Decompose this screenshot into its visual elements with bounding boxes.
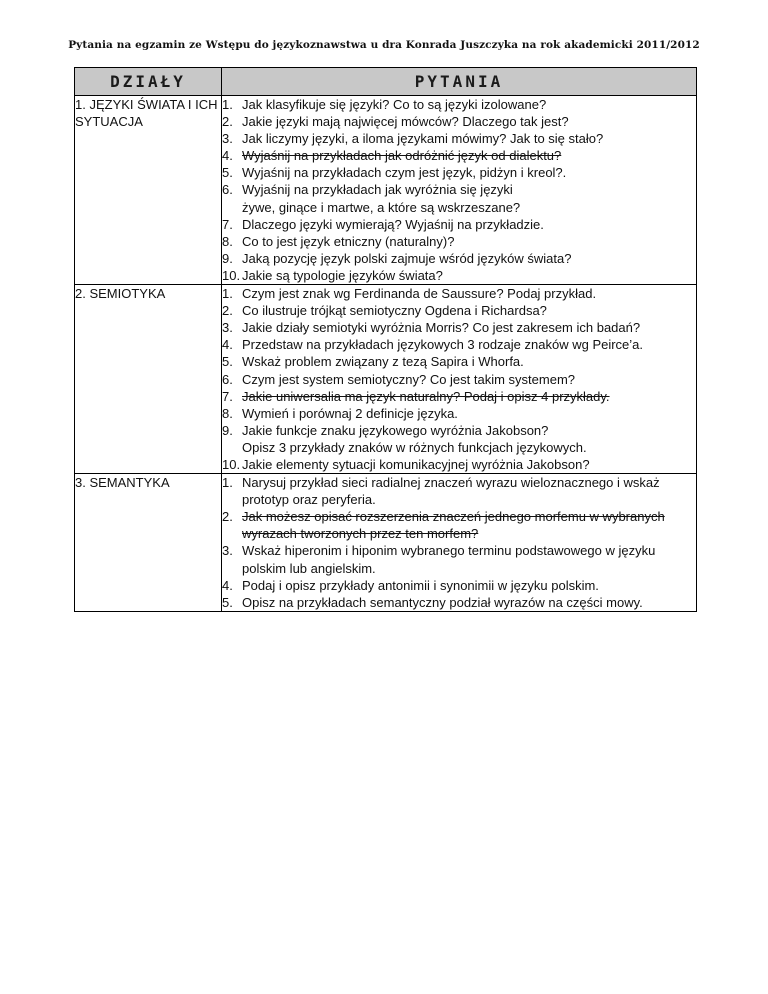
question-number: 1. xyxy=(222,286,233,302)
question-item xyxy=(222,422,696,456)
question-text xyxy=(242,577,696,594)
question-text-line: Jakie funkcje znaku językowego wyróżnia Jakobson? xyxy=(242,422,549,438)
question-item xyxy=(222,216,696,233)
question-number: 4. xyxy=(222,148,233,164)
question-item xyxy=(222,181,696,215)
question-item xyxy=(222,113,696,130)
question-number: 9. xyxy=(222,250,233,266)
question-text-line: Jakie działy semiotyki wyróżnia Morris? Co jest zakresem ich badań? xyxy=(242,320,641,336)
question-text xyxy=(242,474,696,508)
question-number: 8. xyxy=(222,233,233,249)
question-text-struck xyxy=(242,508,696,542)
question-text xyxy=(242,233,696,250)
question-text xyxy=(242,96,696,113)
question-item xyxy=(222,96,696,113)
question-text-continuation: żywe, ginące i martwe, a które są wskrzeszane? xyxy=(242,199,521,215)
question-number: 2. xyxy=(222,303,233,319)
question-number: 6. xyxy=(222,371,233,387)
question-text xyxy=(242,353,696,370)
question-text-line: Przedstaw na przykładach językowych 3 rodzaje znaków wg Peirce’a. xyxy=(242,337,644,353)
question-number: 7. xyxy=(222,216,233,232)
question-text xyxy=(242,422,696,456)
question-text-line: Wskaż hiperonim i hiponim wybranego terminu podstawowego w języku polskim lub angielskim. xyxy=(242,543,656,576)
question-item xyxy=(222,456,696,473)
question-item xyxy=(222,302,696,319)
question-text xyxy=(242,319,696,336)
question-number: 10. xyxy=(222,456,241,472)
question-item xyxy=(222,474,696,508)
question-number: 4. xyxy=(222,577,233,593)
question-text-line: Jak klasyfikuje się języki? Co to są języki izolowane? xyxy=(242,97,547,112)
question-text xyxy=(242,250,696,267)
section-name: 2. SEMIOTYKA xyxy=(75,285,222,474)
question-list xyxy=(222,285,696,473)
question-item xyxy=(222,319,696,336)
question-text-line: Wyjaśnij na przykładach czym jest język, pidżyn i kreol?. xyxy=(242,165,567,181)
question-text xyxy=(242,456,696,473)
section-name: 1. JĘZYKI ŚWIATA I ICH SYTUACJA xyxy=(75,96,222,285)
question-text xyxy=(242,594,696,611)
question-number: 9. xyxy=(222,422,233,438)
table-row xyxy=(75,474,697,612)
question-number: 10. xyxy=(222,267,241,283)
question-text-line: Wymień i porównaj 2 definicje języka. xyxy=(242,405,458,421)
questions-cell xyxy=(222,285,697,474)
question-item xyxy=(222,405,696,422)
question-text-line: Podaj i opisz przykłady antonimii i synonimii w języku polskim. xyxy=(242,577,599,593)
question-text xyxy=(242,336,696,353)
questions-cell xyxy=(222,474,697,612)
question-text xyxy=(242,181,696,215)
question-text-line: Wyjaśnij na przykładach jak odróżnić język od dialektu? xyxy=(242,148,562,164)
question-number: 8. xyxy=(222,405,233,421)
question-text-struck xyxy=(242,147,696,164)
question-text-line: Jak liczymy języki, a iloma językami mówimy? Jak to się stało? xyxy=(242,131,604,147)
question-text-line: Co ilustruje trójkąt semiotyczny Ogdena i Richardsa? xyxy=(242,303,547,319)
question-text xyxy=(242,130,696,147)
question-text xyxy=(242,267,696,284)
question-text-line: Jakie uniwersalia ma język naturalny? Podaj i opisz 4 przykłady. xyxy=(242,388,610,404)
question-text-line: Jakie są typologie języków świata? xyxy=(242,267,443,283)
question-number: 1. xyxy=(222,97,233,112)
question-text xyxy=(242,542,696,576)
question-text-line: Wskaż problem związany z tezą Sapira i Whorfa. xyxy=(242,354,524,370)
question-number: 3. xyxy=(222,320,233,336)
column-header-sections: DZIAŁY xyxy=(75,68,222,96)
question-list xyxy=(222,474,696,611)
question-item xyxy=(222,147,696,164)
question-text xyxy=(242,164,696,181)
question-text-line: Jaką pozycję język polski zajmuje wśród języków świata? xyxy=(242,250,572,266)
question-item xyxy=(222,336,696,353)
questions-cell xyxy=(222,96,697,285)
question-text xyxy=(242,216,696,233)
question-item xyxy=(222,233,696,250)
question-item xyxy=(222,371,696,388)
question-item xyxy=(222,542,696,576)
question-number: 2. xyxy=(222,114,233,130)
question-text-line: Jak możesz opisać rozszerzenia znaczeń jednego morfemu w wybranych wyrazach tworzonych przez ten morfem? xyxy=(242,509,665,542)
question-number: 5. xyxy=(222,354,233,370)
question-text-line: Dlaczego języki wymierają? Wyjaśnij na przykładzie. xyxy=(242,216,544,232)
question-number: 6. xyxy=(222,182,233,198)
question-item xyxy=(222,130,696,147)
question-text-line: Narysuj przykład sieci radialnej znaczeń wyrazu wieloznacznego i wskaż prototyp oraz peryferia. xyxy=(242,475,660,508)
question-text-line: Co to jest język etniczny (naturalny)? xyxy=(242,233,455,249)
question-text xyxy=(242,113,696,130)
question-item xyxy=(222,388,696,405)
question-item xyxy=(222,353,696,370)
question-text-line: Czym jest znak wg Ferdinanda de Saussure? Podaj przykład. xyxy=(242,286,597,302)
table-header-row xyxy=(75,68,697,96)
question-item xyxy=(222,250,696,267)
question-text-struck xyxy=(242,388,696,405)
question-item xyxy=(222,577,696,594)
question-text xyxy=(242,302,696,319)
question-item xyxy=(222,164,696,181)
column-header-questions: PYTANIA xyxy=(222,68,697,96)
questions-table xyxy=(74,67,697,612)
question-text-line: Wyjaśnij na przykładach jak wyróżnia się języki xyxy=(242,182,513,198)
question-item xyxy=(222,508,696,542)
question-number: 5. xyxy=(222,594,233,610)
question-text-line: Opisz na przykładach semantyczny podział wyrazów na części mowy. xyxy=(242,594,643,610)
question-number: 4. xyxy=(222,337,233,353)
question-text xyxy=(242,405,696,422)
question-number: 7. xyxy=(222,388,233,404)
table-row xyxy=(75,96,697,285)
question-item xyxy=(222,594,696,611)
question-number: 3. xyxy=(222,543,233,559)
question-text-continuation: Opisz 3 przykłady znaków w różnych funkcjach językowych. xyxy=(242,439,587,455)
table-row xyxy=(75,285,697,474)
question-text-line: Jakie elementy sytuacji komunikacyjnej wyróżnia Jakobson? xyxy=(242,456,590,472)
question-text xyxy=(242,285,696,302)
question-text xyxy=(242,371,696,388)
question-number: 3. xyxy=(222,131,233,147)
question-text-line: Czym jest system semiotyczny? Co jest takim systemem? xyxy=(242,371,576,387)
page-title: Pytania na egzamin ze Wstępu do językoznawstwa u dra Konrada Juszczyka na rok akademicki 2011/2012 xyxy=(68,39,700,51)
question-item xyxy=(222,267,696,284)
question-number: 1. xyxy=(222,475,233,491)
section-name: 3. SEMANTYKA xyxy=(75,474,222,612)
question-list xyxy=(222,96,696,284)
question-number: 2. xyxy=(222,509,233,525)
question-text-line: Jakie języki mają najwięcej mówców? Dlaczego tak jest? xyxy=(242,114,569,130)
question-item xyxy=(222,285,696,302)
question-number: 5. xyxy=(222,165,233,181)
